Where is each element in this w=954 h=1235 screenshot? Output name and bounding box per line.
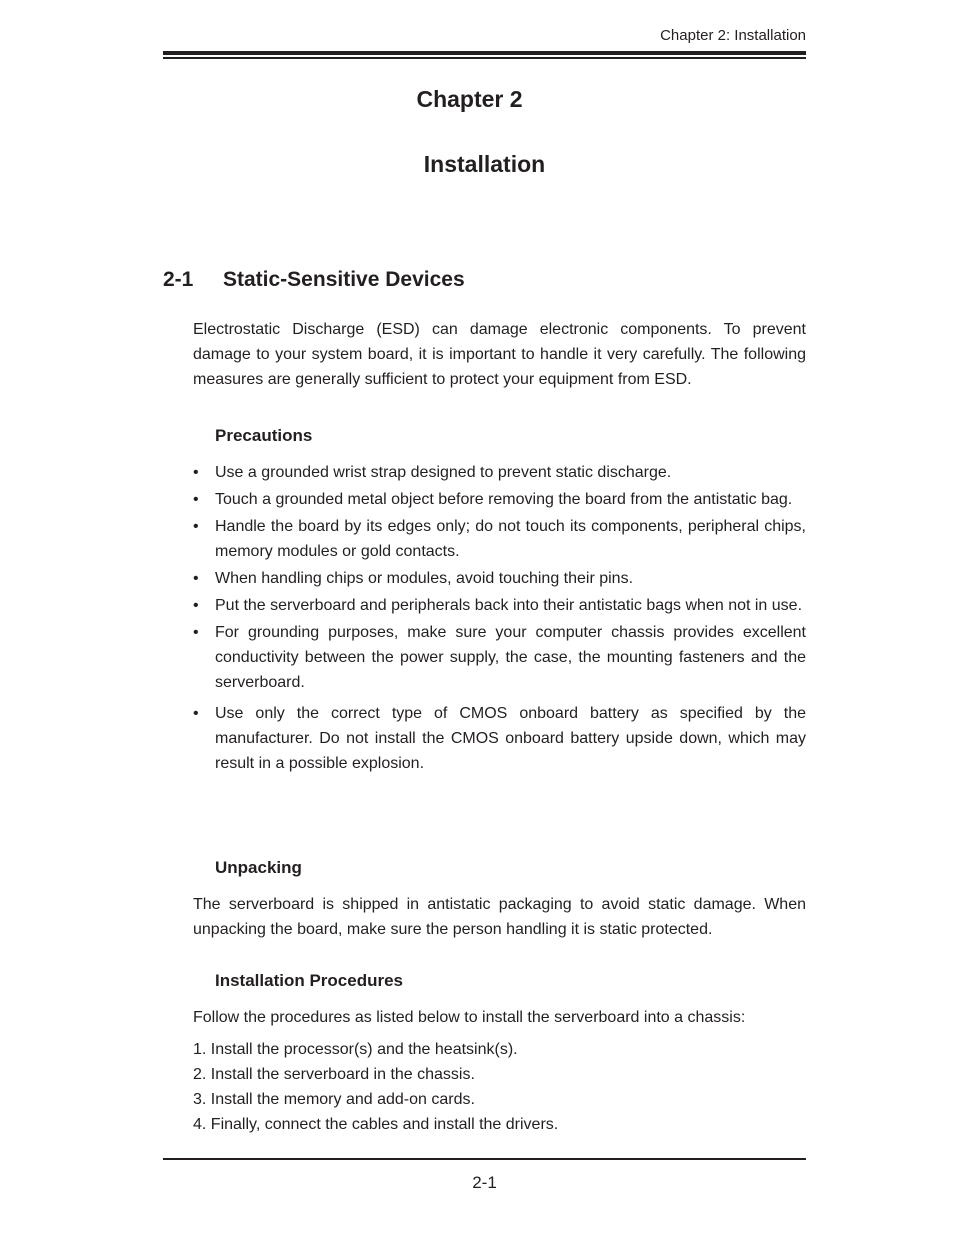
bullet-icon: • — [193, 705, 199, 722]
precautions-list — [193, 460, 806, 778]
list-item-text: Touch a grounded metal object before removing the board from the antistatic bag. — [215, 491, 793, 508]
list-item — [193, 701, 806, 776]
page-number: 2-1 — [472, 1173, 497, 1192]
list-item-text: For grounding purposes, make sure your computer chassis provides excellent conductivity between the power supply, the case, the mounting fasteners and the serverboard. — [215, 624, 806, 691]
bullet-icon: • — [193, 597, 199, 614]
footer-rule — [163, 1158, 806, 1160]
chapter-title: Installation — [423, 151, 546, 177]
unpacking-text: The serverboard is shipped in antistatic packaging to avoid static damage. When unpacking the board, make sure the person handling it is static protected. — [193, 896, 806, 938]
chapter-number: Chapter 2 — [416, 86, 523, 112]
bullet-icon: • — [193, 518, 199, 535]
list-item — [193, 566, 806, 591]
list-item: 2. Install the serverboard in the chassis. — [193, 1066, 475, 1083]
list-item: 1. Install the processor(s) and the heatsink(s). — [193, 1041, 518, 1058]
unpacking-heading: Unpacking — [215, 858, 302, 877]
precautions-heading: Precautions — [215, 426, 313, 445]
list-item: 3. Install the memory and add-on cards. — [193, 1091, 475, 1108]
list-item: 4. Finally, connect the cables and install the drivers. — [193, 1116, 559, 1133]
procedures-heading: Installation Procedures — [215, 971, 403, 990]
list-item — [193, 620, 806, 695]
procedures-list — [193, 1037, 558, 1137]
section-intro: Electrostatic Discharge (ESD) can damage electronic components. To prevent damage to your system board, it is important to handle it very carefully. The following measures are generally sufficient to protect your equipment from ESD. — [193, 321, 806, 388]
list-item-text: Use a grounded wrist strap designed to prevent static discharge. — [215, 464, 672, 481]
header-rule-thick — [163, 51, 806, 55]
procedures-intro: Follow the procedures as listed below to install the serverboard into a chassis: — [193, 1009, 746, 1026]
list-item-text: Use only the correct type of CMOS onboard battery as specified by the manufacturer. Do not install the CMOS onboard battery upside down, which may result in a possible explosion. — [215, 705, 806, 772]
section-number: 2-1 — [163, 268, 194, 291]
bullet-icon: • — [193, 624, 199, 641]
section-heading — [163, 267, 465, 293]
list-item-text: When handling chips or modules, avoid touching their pins. — [215, 570, 634, 587]
list-item — [193, 487, 806, 512]
bullet-icon: • — [193, 570, 199, 587]
section-title: Static-Sensitive Devices — [223, 268, 465, 291]
list-item-text: Handle the board by its edges only; do not touch its components, peripheral chips, memory modules or gold contacts. — [215, 518, 806, 560]
header-rule-thin — [163, 57, 806, 59]
bullet-icon: • — [193, 491, 199, 508]
list-item — [193, 593, 806, 618]
running-header: Chapter 2: Installation — [660, 27, 806, 44]
list-item — [193, 514, 806, 564]
list-item — [193, 460, 806, 485]
list-item-text: Put the serverboard and peripherals back into their antistatic bags when not in use. — [215, 597, 803, 614]
bullet-icon: • — [193, 464, 199, 481]
